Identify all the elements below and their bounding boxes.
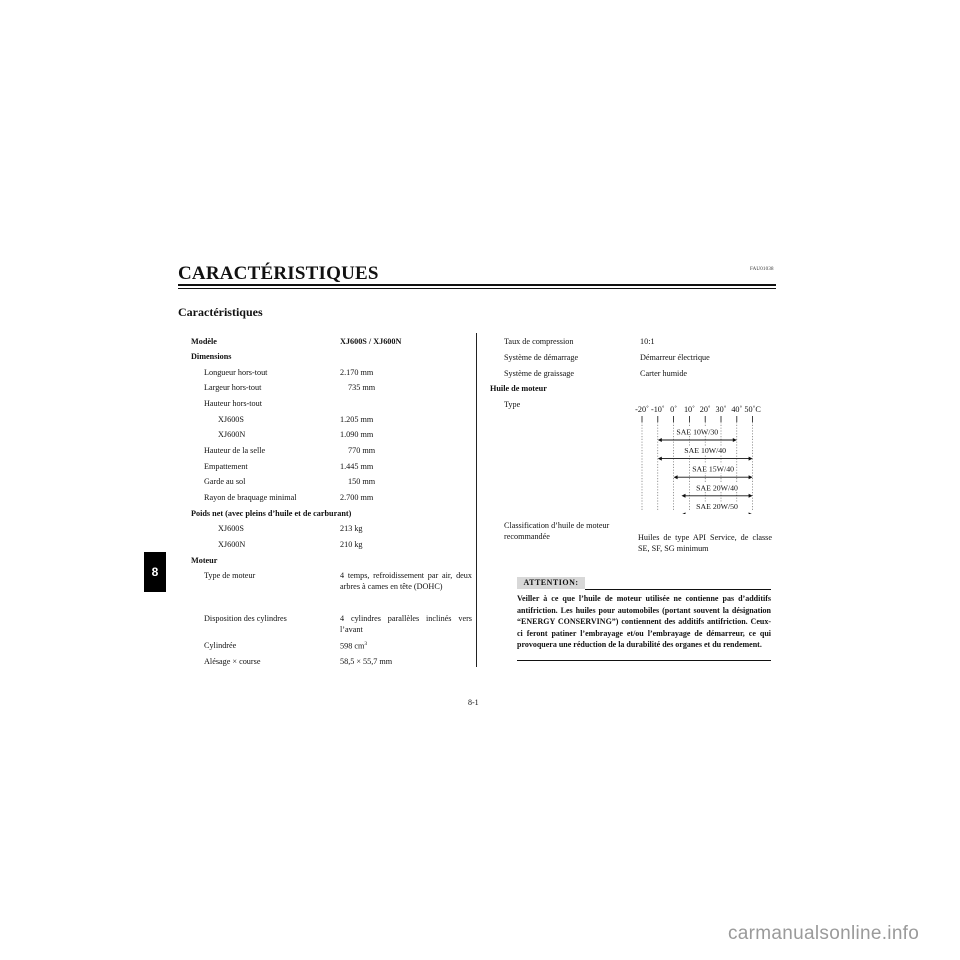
oil-grade-label: SAE 20W/50 bbox=[696, 501, 738, 511]
arrow-left-icon bbox=[682, 512, 686, 514]
attention-label: ATTENTION: bbox=[517, 577, 585, 589]
temp-tick-label: 0˚ bbox=[670, 405, 678, 414]
arrow-left-icon bbox=[682, 494, 686, 498]
spec-label: Cylindrée bbox=[204, 641, 237, 650]
arrow-right-icon bbox=[749, 475, 753, 479]
oil-grade-label: SAE 10W/30 bbox=[676, 427, 719, 437]
temp-tick-label: 40˚ bbox=[731, 405, 743, 414]
page-number: 8-1 bbox=[468, 698, 479, 707]
spec-label: Hauteur hors-tout bbox=[204, 399, 262, 408]
temp-tick-label: -10˚ bbox=[650, 405, 665, 414]
spec-label: XJ600N bbox=[218, 540, 246, 549]
column-divider bbox=[476, 333, 477, 667]
arrow-right-icon bbox=[749, 494, 753, 498]
spec-value: 770 mm bbox=[348, 446, 376, 455]
arrow-right-icon bbox=[749, 457, 753, 461]
temp-tick-label: 10˚ bbox=[683, 405, 695, 414]
arrow-left-icon bbox=[658, 457, 662, 461]
spec-value: 735 mm bbox=[348, 383, 376, 392]
spec-label: Type bbox=[504, 400, 521, 409]
watermark: carmanualsonline.info bbox=[728, 923, 920, 944]
spec-label: Hauteur de la selle bbox=[204, 446, 266, 455]
spec-label-model: Modèle bbox=[191, 337, 217, 346]
spec-label: Alésage × course bbox=[204, 657, 261, 666]
spec-label: Classification d’huile de moteur bbox=[504, 521, 610, 530]
temp-tick-label: -20˚ bbox=[635, 405, 649, 414]
attention-text: Veiller à ce que l’huile de moteur utilisée ne contienne pas d’additifs antifriction. Les huiles pour automobiles (portant souvent la désignation “ENERGY CONSERVING”) contiennent des additifs antifriction. Ceux-ci feront patiner l’embrayage et/ou l’embrayage de démarreur, ce qui provoquera une réduction de la durabilité des organes et du rendement. bbox=[517, 594, 771, 649]
spec-label: Empattement bbox=[204, 462, 248, 471]
spec-label: Type de moteur bbox=[204, 571, 256, 580]
attention-top-rule bbox=[585, 589, 771, 590]
document-code: FAU01038 bbox=[750, 267, 774, 272]
spec-label: Longueur hors-tout bbox=[204, 368, 268, 377]
chapter-tab: 8 bbox=[144, 552, 166, 592]
spec-value: 1.090 mm bbox=[340, 430, 374, 439]
spec-label: recommandée bbox=[504, 532, 550, 541]
spec-value: 4 temps, refroidissement par air, deux arbres à cames en tête (DOHC) bbox=[340, 571, 472, 591]
spec-value: Huiles de type API Service, de classe SE, SF, SG minimum bbox=[638, 533, 772, 553]
spec-label: Système de graissage bbox=[504, 369, 575, 378]
spec-label: Largeur hors-tout bbox=[204, 383, 262, 392]
title-rule-thick bbox=[178, 284, 776, 286]
arrow-right-icon bbox=[749, 512, 753, 514]
spec-value: 1.205 mm bbox=[340, 415, 374, 424]
spec-label: Taux de compression bbox=[504, 337, 574, 346]
oil-grade-label: SAE 15W/40 bbox=[692, 464, 735, 474]
spec-heading-dimensions: Dimensions bbox=[191, 352, 232, 361]
attention-bottom-rule bbox=[517, 660, 771, 661]
arrow-left-icon bbox=[674, 475, 678, 479]
temp-tick-label: 20˚ bbox=[699, 405, 711, 414]
spec-value: 150 mm bbox=[348, 477, 376, 486]
temp-tick-label: 30˚ bbox=[715, 405, 727, 414]
oil-grade-label: SAE 20W/40 bbox=[696, 483, 738, 493]
spec-label: XJ600S bbox=[218, 415, 244, 424]
spec-value: Carter humide bbox=[640, 369, 688, 378]
spec-value-model: XJ600S / XJ600N bbox=[340, 337, 402, 346]
spec-label: XJ600S bbox=[218, 524, 244, 533]
section-title: Caractéristiques bbox=[178, 305, 263, 319]
spec-heading-engine: Moteur bbox=[191, 556, 218, 565]
spec-label: Rayon de braquage minimal bbox=[204, 493, 297, 502]
spec-value: 2.700 mm bbox=[340, 493, 374, 502]
spec-value: 213 kg bbox=[340, 524, 363, 533]
spec-value: Démarreur électrique bbox=[640, 353, 710, 362]
arrow-left-icon bbox=[658, 438, 662, 442]
arrow-right-icon bbox=[733, 438, 737, 442]
spec-label: Système de démarrage bbox=[504, 353, 579, 362]
spec-value: 10:1 bbox=[640, 337, 655, 346]
spec-value: 1.445 mm bbox=[340, 462, 374, 471]
spec-label: XJ600N bbox=[218, 430, 246, 439]
page-title: CARACTÉRISTIQUES bbox=[178, 263, 379, 284]
title-rule-thin bbox=[178, 288, 776, 289]
oil-viscosity-chart bbox=[628, 402, 778, 514]
spec-value: 2.170 mm bbox=[340, 368, 374, 377]
spec-label: Disposition des cylindres bbox=[204, 614, 287, 623]
temp-tick-label: 50˚C bbox=[744, 405, 761, 414]
spec-value: 4 cylindres parallèles inclinés vers l’avant bbox=[340, 614, 472, 634]
spec-value: 58,5 × 55,7 mm bbox=[340, 657, 393, 666]
spec-label: Garde au sol bbox=[204, 477, 246, 486]
oil-grade-label: SAE 10W/40 bbox=[684, 446, 727, 456]
spec-value: 210 kg bbox=[340, 540, 363, 549]
spec-heading-engine-oil: Huile de moteur bbox=[490, 384, 547, 393]
spec-value: 598 $cm^3$ bbox=[340, 641, 368, 651]
spec-heading-weight: Poids net (avec pleins d’huile et de carburant) bbox=[191, 509, 352, 518]
